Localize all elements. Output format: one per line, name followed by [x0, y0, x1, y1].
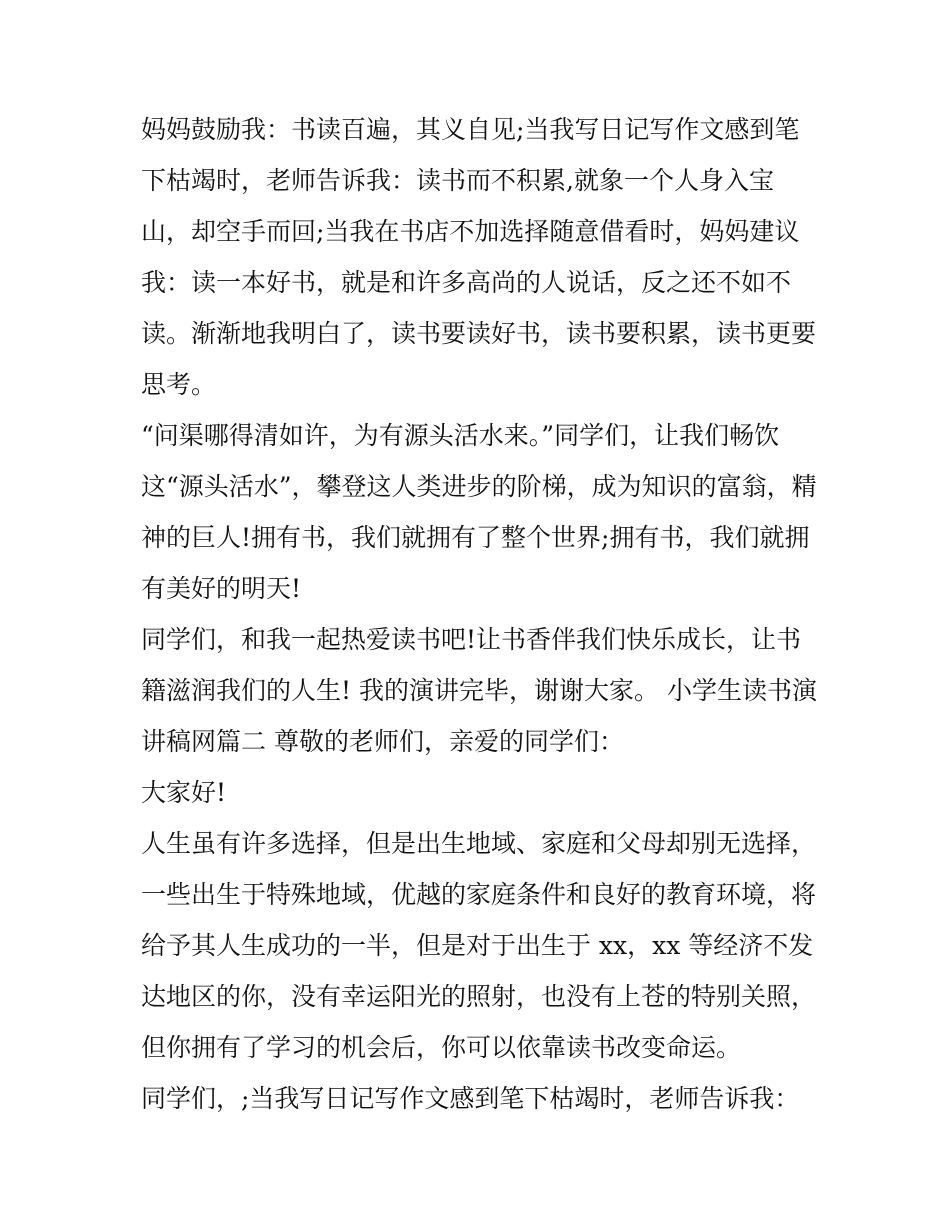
text-line-17: 给予其人生成功的一半，但是对于出生于 xx，xx 等经济不发 — [141, 931, 814, 960]
text-line-15: 人生虽有许多选择，但是出生地域、家庭和父母却别无选择， — [141, 829, 817, 858]
text-line-7: “问渠哪得清如许，为有源头活水来。”同学们，让我们畅饮 — [141, 421, 780, 450]
text-line-11: 同学们，和我一起热爱读书吧!让书香伴我们快乐成长，让书 — [141, 625, 802, 654]
text-line-16: 一些出生于特殊地域，优越的家庭条件和良好的教育环境，将 — [141, 880, 817, 909]
text-line-4: 我：读一本好书，就是和许多高尚的人说话，反之还不如不 — [141, 268, 792, 297]
text-line-6: 思考。 — [141, 370, 217, 399]
text-line-1: 妈妈鼓励我：书读百遍，其义自见;当我写日记写作文感到笔 — [141, 115, 800, 144]
text-line-8: 这“源头活水”，攀登这人类进步的阶梯，成为知识的富翁，精 — [141, 472, 817, 501]
document-body — [141, 104, 841, 1124]
text-line-13: 讲稿网篇二 尊敬的老师们，亲爱的同学们： — [141, 727, 624, 756]
text-line-2: 下枯竭时，老师告诉我：读书而不积累,就象一个人身入宝 — [141, 166, 774, 195]
text-line-9: 神的巨人!拥有书，我们就拥有了整个世界;拥有书，我们就拥 — [141, 523, 810, 552]
text-line-3: 山，却空手而回;当我在书店不加选择随意借看时，妈妈建议 — [141, 217, 800, 246]
text-line-12: 籍滋润我们的人生! 我的演讲完毕，谢谢大家。 小学生读书演 — [141, 676, 817, 705]
text-line-20: 同学们，;当我写日记写作文感到笔下枯竭时，老师告诉我： — [141, 1084, 800, 1113]
text-line-18: 达地区的你，没有幸运阳光的照射，也没有上苍的特别关照， — [141, 982, 817, 1011]
text-line-19: 但你拥有了学习的机会后，你可以依靠读书改变命运。 — [141, 1033, 742, 1062]
text-line-5: 读。渐渐地我明白了，读书要读好书，读书要积累，读书更要 — [141, 319, 817, 348]
text-line-10: 有美好的明天! — [141, 574, 302, 603]
text-line-14: 大家好! — [141, 778, 227, 807]
